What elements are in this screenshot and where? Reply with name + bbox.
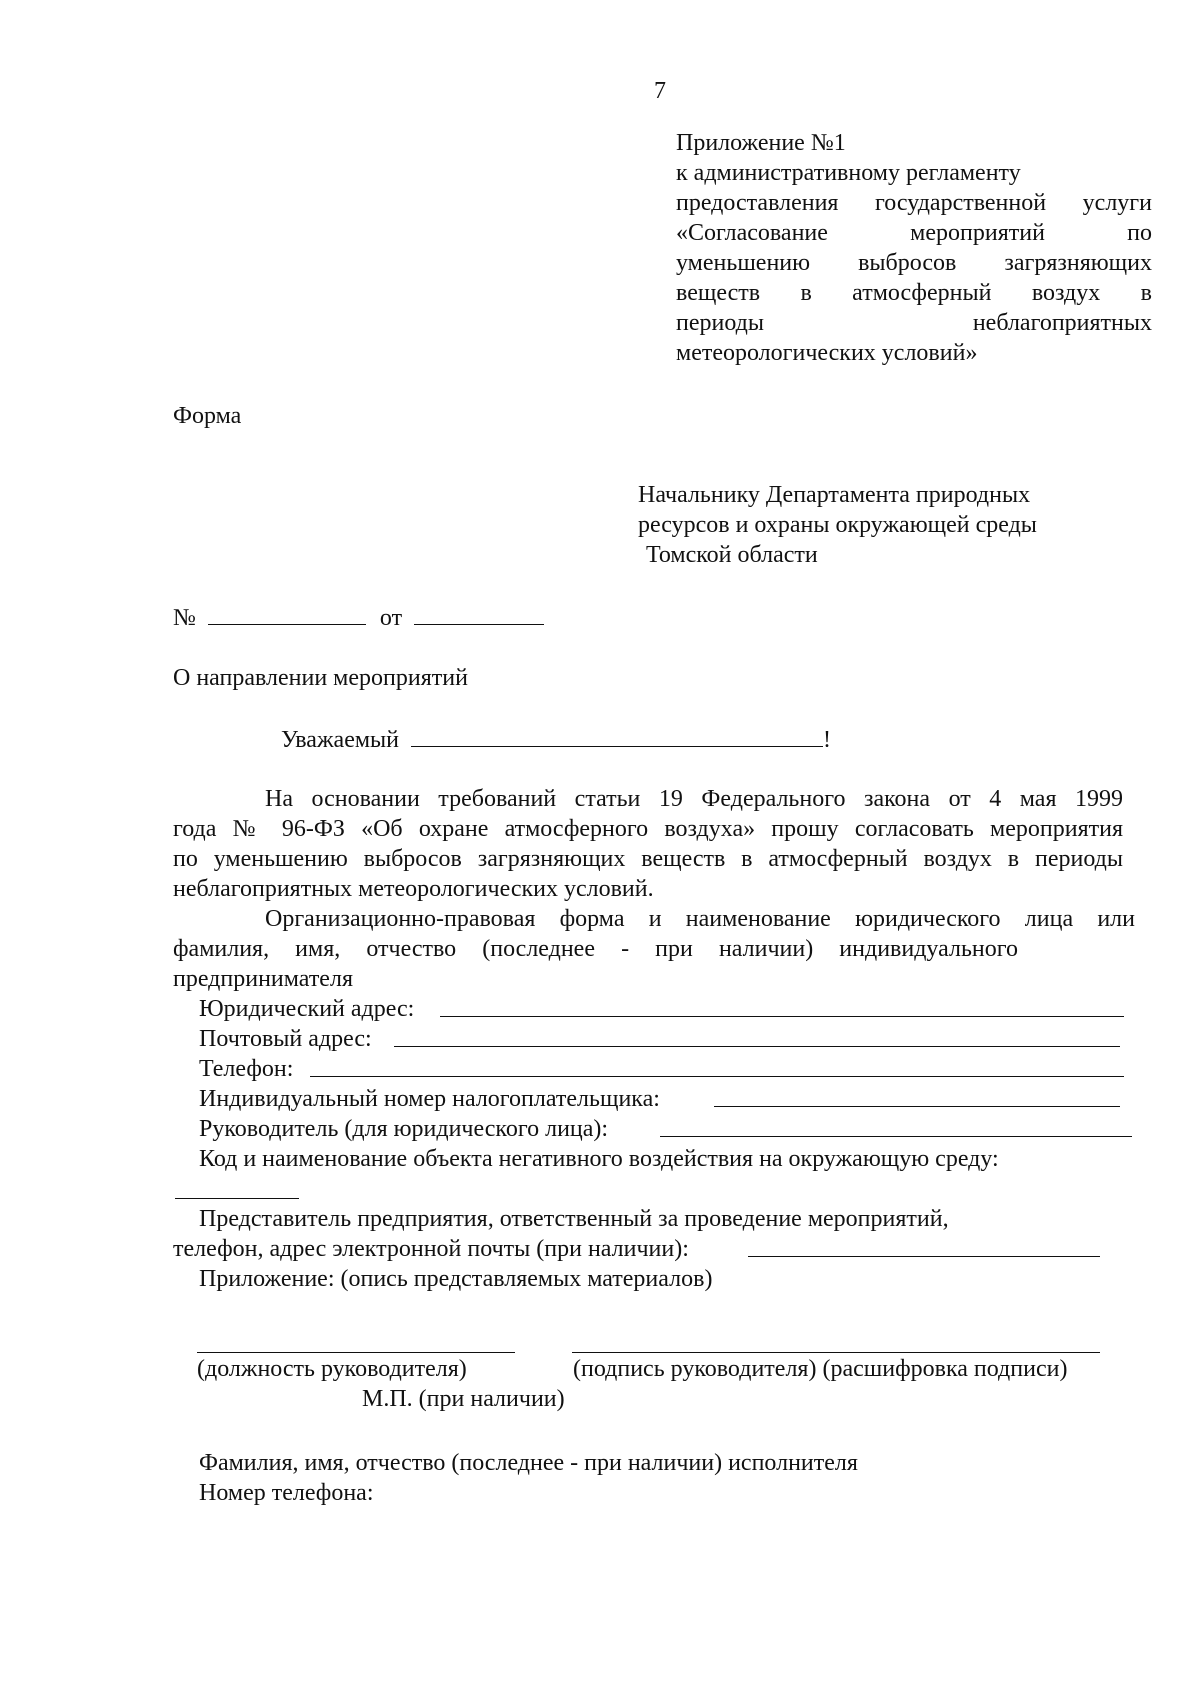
position-field[interactable] (197, 1352, 515, 1353)
subject-line: О направлении мероприятий (173, 665, 468, 691)
body-paragraph-1 (173, 784, 1123, 904)
object-code-field[interactable] (175, 1198, 299, 1199)
body-line: по уменьшению выбросов загрязняющих веществ в атмосферный воздух в периоды (173, 846, 1123, 872)
body-line: предпринимателя (173, 966, 353, 992)
body-paragraph-2 (173, 904, 1135, 994)
position-caption: (должность руководителя) (197, 1356, 467, 1382)
addressee-line: Томской области (646, 542, 818, 568)
inn-label: Индивидуальный номер налогоплательщика: (199, 1086, 660, 1112)
body-line: Организационно-правовая форма и наименование юридического лица или (265, 906, 1135, 932)
appendix-line: метеорологических условий» (676, 340, 978, 366)
head-label: Руководитель (для юридического лица): (199, 1116, 609, 1142)
body-line: неблагоприятных метеорологических условий. (173, 876, 654, 902)
number-date-line (173, 602, 544, 633)
greeting-label: Уважаемый (281, 727, 399, 753)
appendix-line: уменьшению выбросов загрязняющих (676, 250, 1152, 276)
number-field[interactable] (208, 602, 366, 625)
appendix-line: Приложение №1 (676, 130, 846, 156)
addressee-line: ресурсов и охраны окружающей среды (638, 512, 1037, 538)
signature-caption: (подпись руководителя) (расшифровка подписи) (573, 1356, 1068, 1382)
greeting-line (281, 724, 831, 755)
executor-name-label: Фамилия, имя, отчество (последнее - при наличии) исполнителя (199, 1450, 858, 1476)
appendix-block (676, 128, 1152, 368)
date-field[interactable] (414, 602, 544, 625)
signature-field[interactable] (572, 1352, 1100, 1353)
attachment-line: Приложение: (опись представляемых материалов) (199, 1266, 713, 1292)
executor-phone-label: Номер телефона: (199, 1480, 374, 1506)
body-line: На основании требований статьи 19 Федерального закона от 4 мая 1999 (265, 786, 1123, 812)
inn-field[interactable] (714, 1106, 1120, 1107)
representative-line-1: Представитель предприятия, ответственный за проведение мероприятий, (199, 1206, 949, 1232)
representative-line-2: телефон, адрес электронной почты (при наличии): (173, 1236, 689, 1262)
postal-address-label: Почтовый адрес: (199, 1026, 372, 1052)
postal-address-field[interactable] (394, 1046, 1120, 1047)
appendix-line: веществ в атмосферный воздух в (676, 280, 1152, 306)
form-label: Форма (173, 403, 242, 429)
phone-field[interactable] (310, 1076, 1124, 1077)
stamp-label: М.П. (при наличии) (362, 1386, 565, 1412)
body-line: фамилия, имя, отчество (последнее - при наличии) индивидуального (173, 936, 1018, 962)
addressee-block (638, 480, 1037, 570)
date-label: от (379, 605, 403, 631)
representative-field[interactable] (748, 1256, 1100, 1257)
appendix-line: «Согласование мероприятий по (676, 220, 1152, 246)
head-field[interactable] (660, 1136, 1132, 1137)
number-label: № (173, 605, 196, 631)
page-number: 7 (654, 78, 666, 104)
appendix-line: к административному регламенту (676, 160, 1021, 186)
legal-address-field[interactable] (440, 1016, 1124, 1017)
object-code-label: Код и наименование объекта негативного воздействия на окружающую среду: (199, 1146, 999, 1172)
body-line: года № 96-ФЗ «Об охране атмосферного воздуха» прошу согласовать мероприятия (173, 816, 1123, 842)
phone-label: Телефон: (199, 1056, 294, 1082)
appendix-line: предоставления государственной услуги (676, 190, 1152, 216)
addressee-name-field[interactable] (411, 724, 823, 747)
addressee-line: Начальнику Департамента природных (638, 482, 1031, 508)
legal-address-label: Юридический адрес: (199, 996, 415, 1022)
appendix-line: периоды неблагоприятных (676, 310, 1152, 336)
greeting-end: ! (823, 727, 831, 753)
